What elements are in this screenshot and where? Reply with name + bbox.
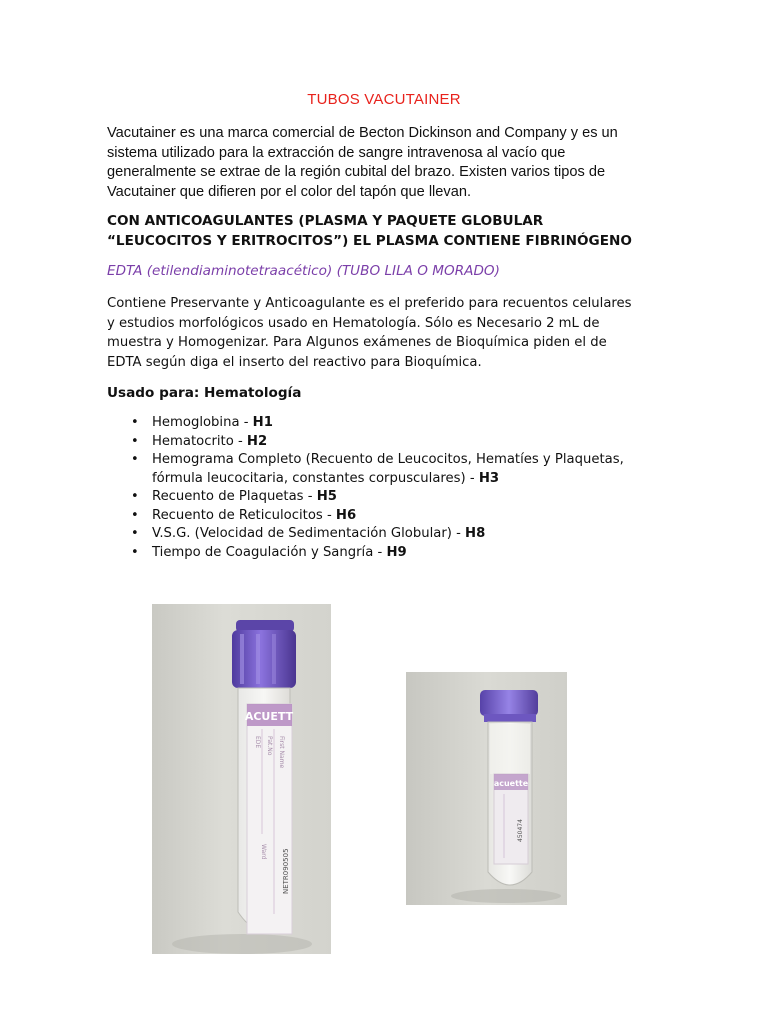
used-for-heading: Usado para: Hematología [107,385,302,401]
intro-line: generalmente se extrae de la región cubital del brazo. Existen varios tipos de [107,164,606,180]
list-item [107,451,667,488]
bullet-icon: • [131,489,139,504]
intro-paragraph [107,124,661,202]
list-item [107,433,667,452]
list-item [107,525,667,544]
test-code: H6 [335,507,357,523]
section-heading-line: CON ANTICOAGULANTES (PLASMA Y PAQUETE GLOBULAR [107,213,544,229]
tube-small-illustration [406,672,567,905]
test-name: Tiempo de Coagulación y Sangría - [152,544,387,560]
intro-line: Vacutainer es una marca comercial de Becton Dickinson and Company y es un [107,125,618,141]
tube1-code-text: NETR090505 [282,848,290,894]
section-heading-line: “LEUCOCITOS Y ERITROCITOS”) EL PLASMA CONTIENE FIBRINÓGENO [107,232,632,249]
list-item [107,414,667,433]
test-code: H2 [246,433,268,449]
section-heading [107,212,667,251]
test-name: V.S.G. (Velocidad de Sedimentación Globular) - [152,526,466,541]
tube1-field-text: First Name [278,736,285,769]
description-line: y estudios morfológicos usado en Hematología. Sólo es Necesario 2 mL de [107,315,600,331]
edta-heading: EDTA (etilendiaminotetraacético) (TUBO LILA O MORADO) [107,263,500,279]
edta-tube-photo-small [406,672,567,905]
tube-large-illustration [152,604,331,954]
test-name: Hematocrito - [152,433,247,449]
tube1-field-text: Ward [260,844,267,860]
tube2-brand-text: acuette [493,779,529,788]
tests-list [107,414,667,562]
bullet-icon: • [131,507,139,523]
test-code: H8 [465,526,486,541]
list-item [107,488,667,507]
tube2-code-text: 450474 [517,819,524,842]
intro-line: sistema utilizado para la extracción de sangre intravenosa al vacío que [107,144,566,161]
description-line: EDTA según diga el inserto del reactivo para Bioquímica. [107,354,482,370]
list-item [107,507,667,526]
description-line: muestra y Homogenizar. Para Algunos exámenes de Bioquímica piden el de [107,335,607,350]
bullet-icon: • [131,544,139,560]
bullet-icon: • [131,526,139,541]
description-line: Contiene Preservante y Anticoagulante es el preferido para recuentos celulares [107,296,632,311]
tube1-field-text: EDE [254,736,261,749]
test-name: Recuento de Reticulocitos - [152,507,336,523]
test-code: H5 [316,489,337,504]
test-name: Hemograma Completo (Recuento de Leucocitos, Hematíes y Plaquetas, fórmula leucocitaria, constantes corpusculares) - [152,452,624,486]
intro-line: Vacutainer que difieren por el color del tapón que llevan. [107,183,472,200]
tube1-brand-text: ACUETT [244,710,294,723]
document-title: TUBOS VACUTAINER [307,91,461,108]
test-name: Hemoglobina - [152,415,253,430]
test-code: H3 [478,470,500,486]
test-name: Recuento de Plaquetas - [152,489,317,504]
bullet-icon: • [131,415,139,430]
description-paragraph [107,294,667,372]
bullet-icon: • [131,452,139,467]
test-code: H9 [386,544,407,560]
bullet-icon: • [131,433,139,449]
test-code: H1 [252,415,273,430]
edta-tube-photo-large [152,604,331,954]
list-item [107,544,667,563]
tube1-field-text: Pat.No [266,736,273,756]
